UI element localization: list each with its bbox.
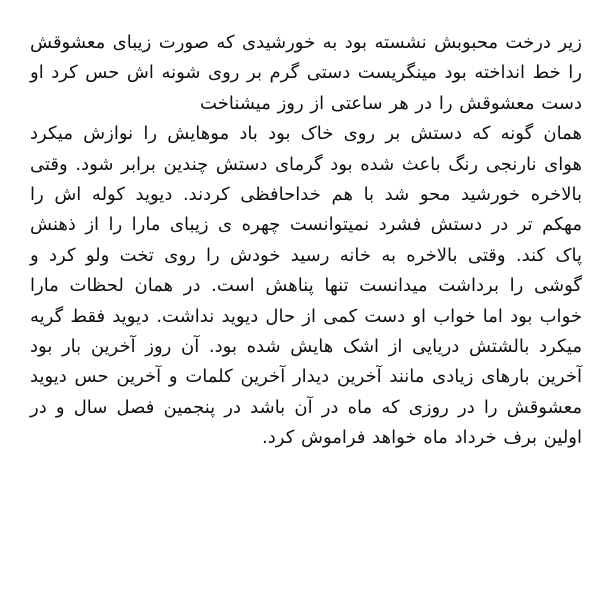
paragraph-2: همان گونه که دستش بر روی خاک بود باد موهایش را نوازش میکرد هوای نارنجی رنگ باعث شده بود گرمای دستش چندین برابر شود. وقتی بالاخره خورشید محو شد با هم خداحافظی کردند. دیوید کوله اش را مهکم تر در دستش فشرد نمیتوانست چهره ی زیبای مارا را از ذهنش پاک کند. وقتی بالاخره به خانه رسید خودش را روی تخت ولو کرد و گوشی را برداشت میدانست تنها پناهش است. در همان لحظات مارا خواب بود اما خواب او دست کمی از حال دیوید نداشت. دیوید فقط گریه میکرد بالشتش دریایی از اشک هایش شده بود. آن روز آخرین بار بود آخرین بارهای زیادی مانند آخرین دیدار آخرین کلمات و آخرین حس دیوید معشوقش را در روزی که ماه در آن باشد در پنجمین فصل سال و در اولین برف خرداد ماه خواهد فراموش کرد. [30, 123, 582, 449]
story-text [30, 28, 582, 454]
paragraph-1: زیر درخت محبوبش نشسته بود به خورشیدی که صورت زیبای معشوقش را خط انداخته بود مینگریست دستی گرم بر روی شونه اش حس کرد او دست معشوقش را در هر ساعتی از روز میشناخت [30, 32, 582, 114]
